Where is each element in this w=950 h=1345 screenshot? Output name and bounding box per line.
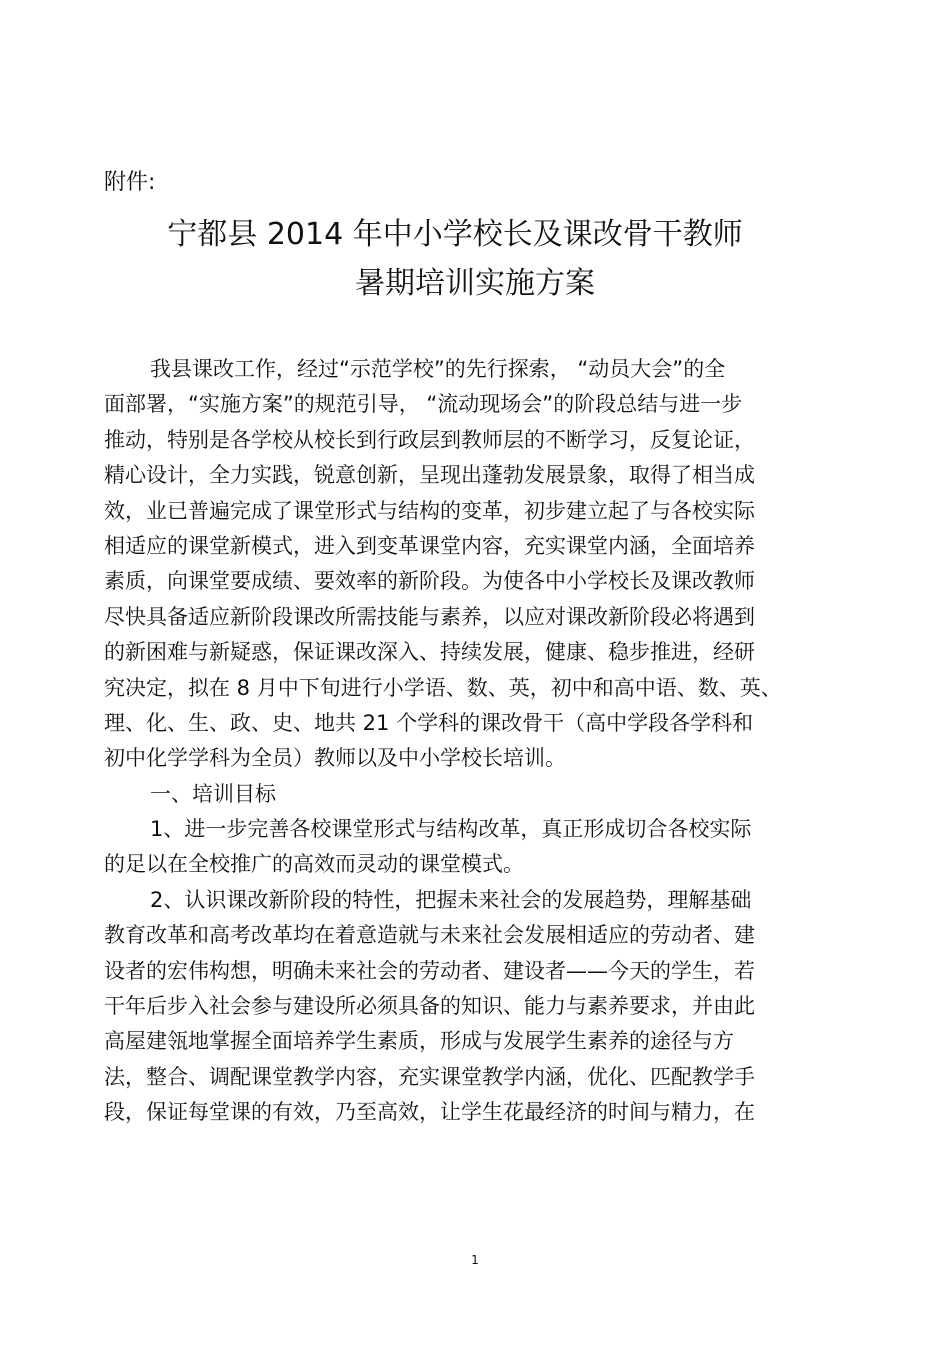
body-line: 相适应的课堂新模式，进入到变革课堂内容，充实课堂内涵，全面培养: [104, 533, 755, 558]
body-line: 推动，特别是各学校从校长到行政层到教师层的不断学习，反复论证，: [104, 427, 755, 452]
body-line: 教育改革和高考改革均在着意造就与未来社会发展相适应的劳动者、建: [104, 923, 755, 948]
body-line: 面部署，“实施方案”的规范引导， “流动现场会”的阶段总结与进一步: [104, 392, 743, 417]
body-line: 的足以在全校推广的高效而灵动的课堂模式。: [104, 852, 524, 877]
page-number: 1: [471, 1253, 479, 1267]
body-line: 高屋建瓴地掌握全面培养学生素质，形成与发展学生素养的途径与方: [104, 1029, 734, 1054]
body-line: 效，业已普遍完成了课堂形式与结构的变革，初步建立起了与各校实际: [104, 498, 755, 523]
document-title-line-1: 宁都县 2014 年中小学校长及课改骨干教师: [167, 217, 743, 252]
body-line: 理、化、生、政、史、地共 21 个学科的课改骨干（高中学段各学科和: [104, 710, 754, 735]
body-line: 设者的宏伟构想，明确未来社会的劳动者、建设者——今天的学生，若: [104, 958, 755, 983]
body-line: 究决定，拟在 8 月中下旬进行小学语、数、英，初中和高中语、数、英、: [104, 675, 782, 700]
body-line: 精心设计，全力实践，锐意创新，呈现出蓬勃发展景象，取得了相当成: [104, 463, 755, 488]
body-line: 1、进一步完善各校课堂形式与结构改革，真正形成切合各校实际: [150, 817, 752, 842]
body-line: 素质，向课堂要成绩、要效率的新阶段。为使各中小学校长及课改教师: [104, 569, 755, 594]
body-line: 段，保证每堂课的有效，乃至高效，让学生花最经济的时间与精力，在: [104, 1100, 755, 1125]
body-line: 尽快具备适应新阶段课改所需技能与素养，以应对课改新阶段必将遇到: [104, 604, 755, 629]
body-line: 法，整合、调配课堂教学内容，充实课堂教学内涵，优化、匹配教学手: [104, 1064, 755, 1089]
body-line: 2、认识课改新阶段的特性，把握未来社会的发展趋势，理解基础: [150, 887, 752, 912]
body-line: 一、培训目标: [150, 781, 276, 806]
attachment-label: 附件:: [104, 170, 156, 195]
body-line: 初中化学学科为全员）教师以及中小学校长培训。: [104, 746, 566, 771]
body-line: 我县课改工作，经过“示范学校”的先行探索， “动员大会”的全: [150, 357, 726, 381]
body-line: 干年后步入社会参与建设所必须具备的知识、能力与素养要求，并由此: [104, 994, 755, 1019]
document-title-line-2: 暑期培训实施方案: [355, 266, 595, 301]
document-body: [104, 352, 834, 1131]
body-line: 的新困难与新疑惑，保证课改深入、持续发展，健康、稳步推进，经研: [104, 640, 755, 665]
